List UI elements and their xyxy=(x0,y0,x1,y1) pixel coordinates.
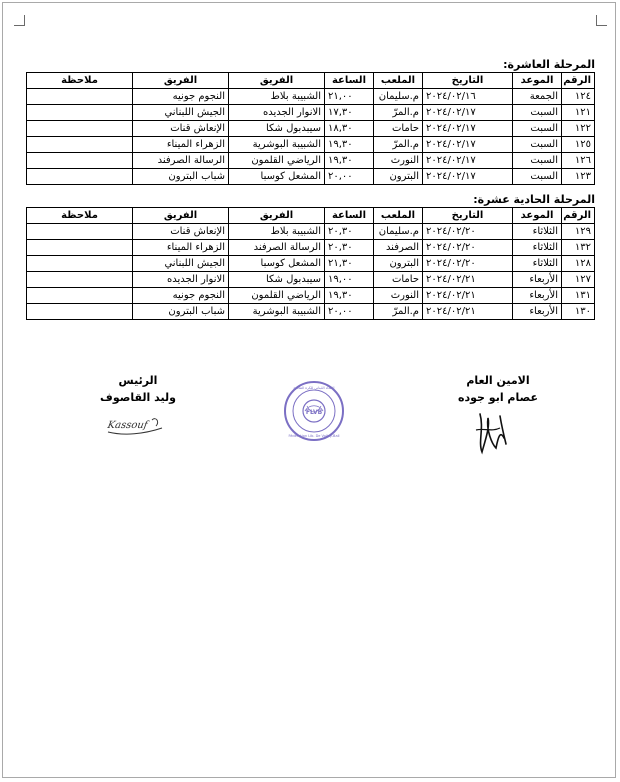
cell-note xyxy=(27,288,133,304)
table-row xyxy=(27,89,595,105)
cell-venue: م.المرّ xyxy=(374,137,423,153)
cell-date: ٢٠٢٤/٠٢/٢٠ xyxy=(423,224,513,240)
stage-title: المرحلة العاشرة: xyxy=(503,58,595,71)
cell-venue: م.سليمان xyxy=(374,224,423,240)
cell-number: ١٢٦ xyxy=(562,153,595,169)
table-row xyxy=(27,256,595,272)
header-team-1: الفريق xyxy=(229,73,325,89)
cell-team-1: الشبيبة بلاط xyxy=(229,89,325,105)
header-number: الرقم xyxy=(562,73,595,89)
cell-time: ١٧,٣٠ xyxy=(325,105,374,121)
cell-number: ١٢٨ xyxy=(562,256,595,272)
header-day: الموعد xyxy=(513,73,562,89)
cell-time: ١٩,٠٠ xyxy=(325,272,374,288)
cell-day: الثلاثاء xyxy=(513,224,562,240)
cell-team-2: شباب البترون xyxy=(133,304,229,320)
stage-10-section xyxy=(27,58,595,185)
header-team-1: الفريق xyxy=(229,208,325,224)
cell-team-2: الزهراء الميناء xyxy=(133,137,229,153)
cell-date: ٢٠٢٤/٠٢/٢٠ xyxy=(423,240,513,256)
cell-note xyxy=(27,304,133,320)
header-time: الساعة xyxy=(325,208,374,224)
cell-team-1: سيبدبول شكا xyxy=(229,272,325,288)
table-row xyxy=(27,240,595,256)
cell-day: السبت xyxy=(513,153,562,169)
cell-team-2: النجوم جونيه xyxy=(133,89,229,105)
cell-note xyxy=(27,169,133,185)
cell-day: السبت xyxy=(513,121,562,137)
table-row xyxy=(27,288,595,304)
cell-note xyxy=(27,224,133,240)
cell-time: ٢٠,٠٠ xyxy=(325,304,374,320)
cell-number: ١٢١ xyxy=(562,105,595,121)
corner-mark-left xyxy=(14,15,25,26)
cell-number: ١٣١ xyxy=(562,288,595,304)
cell-day: الثلاثاء xyxy=(513,256,562,272)
cell-team-1: المشعل كوسبا xyxy=(229,169,325,185)
schedule-table xyxy=(26,207,595,320)
cell-venue: م.سليمان xyxy=(374,89,423,105)
cell-number: ١٣٢ xyxy=(562,240,595,256)
cell-date: ٢٠٢٤/٠٢/١٧ xyxy=(423,169,513,185)
cell-number: ١٢٣ xyxy=(562,169,595,185)
cell-day: السبت xyxy=(513,169,562,185)
cell-date: ٢٠٢٤/٠٢/٢١ xyxy=(423,304,513,320)
svg-text:FLVB: FLVB xyxy=(305,409,323,416)
cell-number: ١٢٥ xyxy=(562,137,595,153)
cell-team-1: الرياضي القلمون xyxy=(229,153,325,169)
cell-date: ٢٠٢٤/٠٢/١٦ xyxy=(423,89,513,105)
cell-number: ١٢٤ xyxy=(562,89,595,105)
cell-date: ٢٠٢٤/٠٢/٢١ xyxy=(423,272,513,288)
cell-team-1: المشعل كوسبا xyxy=(229,256,325,272)
table-row xyxy=(27,272,595,288)
cell-day: الأربعاء xyxy=(513,288,562,304)
table-row xyxy=(27,105,595,121)
cell-day: السبت xyxy=(513,105,562,121)
schedule-table xyxy=(26,72,595,185)
cell-team-2: الجيش اللبناني xyxy=(133,105,229,121)
table-row xyxy=(27,121,595,137)
table-row xyxy=(27,137,595,153)
cell-venue: م.المرّ xyxy=(374,105,423,121)
cell-venue: حامات xyxy=(374,121,423,137)
president-name: وليد القاصوف xyxy=(100,391,176,404)
cell-time: ١٩,٣٠ xyxy=(325,153,374,169)
cell-team-2: الانوار الجديده xyxy=(133,272,229,288)
svg-text:الاتحاد اللبناني للكرة الطائرة: الاتحاد اللبناني للكرة الطائرة xyxy=(293,386,335,390)
cell-team-2: شباب البترون xyxy=(133,169,229,185)
cell-team-2: الإنعاش قنات xyxy=(133,121,229,137)
president-title: الرئيس xyxy=(118,374,158,387)
header-number: الرقم xyxy=(562,208,595,224)
cell-time: ٢١,٠٠ xyxy=(325,89,374,105)
cell-day: السبت xyxy=(513,137,562,153)
cell-time: ٢٠,٣٠ xyxy=(325,224,374,240)
cell-team-1: الشبيبة البوشرية xyxy=(229,137,325,153)
cell-note xyxy=(27,153,133,169)
stage-title: المرحلة الحادية عشرة: xyxy=(473,193,595,206)
secretary-name: عصام ابو جوده xyxy=(458,391,538,404)
header-team-2: الفريق xyxy=(133,73,229,89)
cell-note xyxy=(27,89,133,105)
stage-11-section xyxy=(27,193,595,320)
cell-team-1: الشبيبة بلاط xyxy=(229,224,325,240)
cell-venue: البترون xyxy=(374,169,423,185)
cell-day: الأربعاء xyxy=(513,272,562,288)
header-date: التاريخ xyxy=(423,73,513,89)
cell-venue: البترون xyxy=(374,256,423,272)
table-header-row xyxy=(27,208,595,224)
cell-team-2: النجوم جونيه xyxy=(133,288,229,304)
table-row xyxy=(27,304,595,320)
cell-team-2: الزهراء الميناء xyxy=(133,240,229,256)
cell-time: ٢٠,٠٠ xyxy=(325,169,374,185)
president-signature xyxy=(104,412,166,438)
table-row xyxy=(27,169,595,185)
cell-time: ٢١,٣٠ xyxy=(325,256,374,272)
federation-seal xyxy=(283,380,345,442)
cell-time: ١٩,٣٠ xyxy=(325,288,374,304)
cell-venue: م.المرّ xyxy=(374,304,423,320)
header-venue: الملعب xyxy=(374,73,423,89)
cell-time: ٢٠,٣٠ xyxy=(325,240,374,256)
cell-team-2: الإنعاش قنات xyxy=(133,224,229,240)
cell-note xyxy=(27,137,133,153)
cell-venue: النورث xyxy=(374,153,423,169)
corner-mark-right xyxy=(596,15,607,26)
cell-time: ١٨,٣٠ xyxy=(325,121,374,137)
secretary-title: الامين العام xyxy=(466,374,530,387)
cell-date: ٢٠٢٤/٠٢/١٧ xyxy=(423,105,513,121)
table-header-row xyxy=(27,73,595,89)
header-team-2: الفريق xyxy=(133,208,229,224)
header-venue: الملعب xyxy=(374,208,423,224)
cell-number: ١٣٠ xyxy=(562,304,595,320)
cell-number: ١٢٢ xyxy=(562,121,595,137)
cell-date: ٢٠٢٤/٠٢/١٧ xyxy=(423,153,513,169)
svg-text:Fédération Lib. De Volley-Ball: Fédération Lib. De Volley-Ball xyxy=(288,434,340,438)
header-note: ملاحظة xyxy=(27,208,133,224)
header-note: ملاحظة xyxy=(27,73,133,89)
cell-date: ٢٠٢٤/٠٢/١٧ xyxy=(423,137,513,153)
cell-team-2: الرسالة الصرفند xyxy=(133,153,229,169)
cell-date: ٢٠٢٤/٠٢/١٧ xyxy=(423,121,513,137)
table-row xyxy=(27,224,595,240)
table-row xyxy=(27,153,595,169)
header-day: الموعد xyxy=(513,208,562,224)
cell-note xyxy=(27,272,133,288)
cell-team-1: سيبدبول شكا xyxy=(229,121,325,137)
cell-time: ١٩,٣٠ xyxy=(325,137,374,153)
cell-date: ٢٠٢٤/٠٢/٢٠ xyxy=(423,256,513,272)
president-block xyxy=(88,372,188,406)
cell-team-2: الجيش اللبناني xyxy=(133,256,229,272)
cell-number: ١٢٧ xyxy=(562,272,595,288)
cell-date: ٢٠٢٤/٠٢/٢١ xyxy=(423,288,513,304)
cell-note xyxy=(27,240,133,256)
cell-venue: حامات xyxy=(374,272,423,288)
cell-venue: الصرفند xyxy=(374,240,423,256)
cell-team-1: الرسالة الصرفند xyxy=(229,240,325,256)
cell-team-1: الانوار الجديده xyxy=(229,105,325,121)
cell-day: الأربعاء xyxy=(513,304,562,320)
svg-text:Kassouf: Kassouf xyxy=(106,420,149,431)
header-date: التاريخ xyxy=(423,208,513,224)
cell-day: الثلاثاء xyxy=(513,240,562,256)
cell-day: الجمعة xyxy=(513,89,562,105)
cell-note xyxy=(27,121,133,137)
cell-team-1: الرياضي القلمون xyxy=(229,288,325,304)
cell-note xyxy=(27,256,133,272)
cell-team-1: الشبيبة البوشرية xyxy=(229,304,325,320)
header-time: الساعة xyxy=(325,73,374,89)
secretary-block xyxy=(448,372,548,406)
cell-number: ١٢٩ xyxy=(562,224,595,240)
secretary-signature xyxy=(470,408,512,456)
cell-note xyxy=(27,105,133,121)
cell-venue: النورث xyxy=(374,288,423,304)
